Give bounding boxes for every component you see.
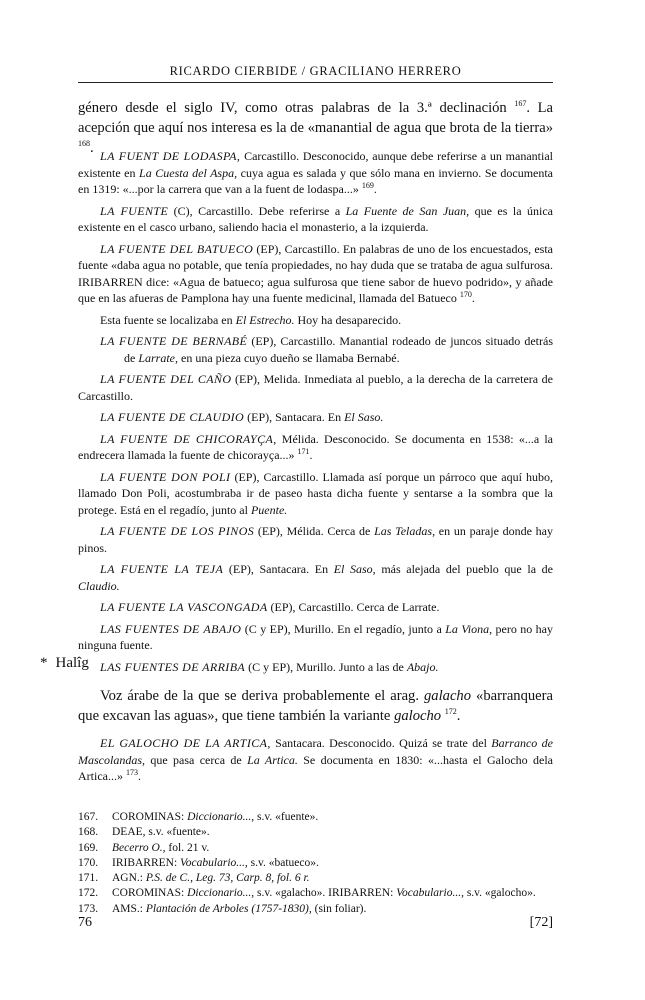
section-title: Halîg	[55, 655, 89, 671]
entry: LAS FUENTES DE ABAJO (C y EP), Murillo. En el regadío, junto a La Viona, pero no hay ninguna fuente.	[78, 621, 554, 652]
footnote	[78, 902, 553, 917]
footnotes	[78, 810, 553, 917]
footnote	[78, 871, 553, 886]
entry-name: LA FUENTE LA TEJA	[100, 562, 224, 576]
entry-name: LA FUENTE DON POLI	[100, 469, 231, 484]
entry-list-2	[78, 735, 553, 785]
footnote-number: 172.	[78, 887, 99, 900]
entry-name: LAS FUENTES DE ABAJO	[100, 621, 242, 636]
entry: LA FUENTE (C), Carcastillo. Debe referirse a La Fuente de San Juan, que es la única existente en el casco urbano, saliendo hacia el monasterio, a la izquierda.	[78, 203, 554, 234]
entry-name: LA FUENTE	[100, 203, 169, 218]
entry-name: LA FUENTE DE CLAUDIO	[100, 410, 245, 424]
entry: LA FUENTE DEL CAÑO (EP), Melida. Inmediata al pueblo, a la derecha de la carretera de Carcastillo.	[78, 372, 553, 403]
footnote-number: 168.	[78, 826, 99, 839]
entry-name: LA FUENTE DE LOS PINOS	[100, 524, 255, 538]
entry-name: LA FUENTE DEL CAÑO	[100, 372, 232, 386]
entry-name: LA FUENTE DE CHICORAYÇA,	[100, 431, 277, 446]
footnote	[78, 841, 553, 856]
footnote-text: AMS.: Plantación de Arboles (1757-1830), (sin foliar).	[112, 902, 367, 915]
entry-name: LA FUENT DE LODASPA,	[100, 149, 241, 163]
entry: LA FUENTE DE CHICORAYÇA, Mélida. Desconocido. Se documenta en 1538: «...a la endrecera llamada la fuente de chicorayça...» $^{171}$.	[78, 431, 553, 462]
footnote-number: 167.	[78, 811, 99, 823]
section-paragraph: Voz árabe de la que se deriva probablemente el arag. galacho «barranquera que excavan las aguas», que tiene también la variante galocho $^{172}$.	[78, 688, 554, 724]
footnote-text: AGN.: P.S. de C., Leg. 73, Carp. 8, fol. 6 r.	[112, 872, 310, 885]
entry-name: LA FUENTE DE BERNABÉ	[100, 334, 248, 348]
footnote	[78, 810, 553, 825]
entry: LA FUENTE DEL BATUECO (EP), Carcastillo. En palabras de uno de los encuestados, esta fuente «daba agua no potable, que tenía propiedades, no hay duda que se trataba de agua sulfurosa. IRIBARREN dice: «Agua de batueco; agua sulfurosa que tiene sabor de huevo podrido», y añade que en las afueras de Pamplona hay una fuente medicinal, llamada del Batueco $^{170}$.	[78, 241, 553, 305]
folio-number: [72]	[529, 915, 553, 930]
entry: LA FUENTE LA TEJA (EP), Santacara. En El Saso, más alejada del pueblo que la de Claudio.	[78, 562, 553, 593]
footnote-text: DEAE, s.v. «fuente».	[112, 826, 210, 839]
footnote-ref: 168	[78, 139, 90, 149]
entry-name: EL GALOCHO DE LA ARTICA,	[100, 736, 271, 750]
entry: EL GALOCHO DE LA ARTICA, Santacara. Desconocido. Quizá se trate del Barranco de Mascolandas, que pasa cerca de La Artica. Se documenta en 1830: «...hasta el Galocho dela Artica...» $^{173}$.	[78, 736, 553, 783]
footnote-text: COROMINAS: Diccionario..., s.v. «fuente».	[112, 811, 319, 823]
footnote-text: IRIBARREN: Vocabulario..., s.v. «batueco».	[112, 856, 319, 869]
entry: LA FUENTE DON POLI (EP), Carcastillo. Llamada así porque un párroco que aquí hubo, llamado Don Poli, acostumbraba ir de paseo hasta dicha fuente y sentarse a la sombra que la protege. Está en el regadío, junto al Puente.	[78, 469, 553, 517]
footnote	[78, 825, 553, 840]
footnote	[78, 886, 553, 901]
entry: LA FUENT DE LODASPA, Carcastillo. Desconocido, aunque debe referirse a un manantial existente en La Cuesta del Aspa, cuya agua es salada y que sólo mana en invierno. Se documenta en 1319: «...por la carrera que van a la fuent de lodaspa...» $^{169}$.	[78, 149, 554, 196]
footnote	[78, 856, 553, 871]
footnote-text: COROMINAS: Diccionario..., s.v. «galacho». IRIBARREN: Vocabulario..., s.v. «galocho».	[112, 887, 536, 900]
footnote-text: Becerro O., fol. 21 v.	[112, 841, 210, 854]
footnote-ref: 170	[459, 290, 472, 299]
footnote-ref: 172	[444, 707, 457, 717]
intro-paragraph: género desde el siglo IV, como otras palabras de la 3.ª declinación $^{167}$. La acepción que aquí nos interesa es la de «manantial de agua que brota de la tierra» $^{168}$.	[78, 99, 553, 156]
running-head: RICARDO CIERBIDE / GRACILIANO HERRERO	[78, 64, 553, 83]
footnote-ref: 171	[297, 447, 310, 456]
footnote-number: 169.	[78, 841, 99, 854]
footnote-ref: 169	[361, 181, 374, 190]
footnote-number: 170.	[78, 856, 99, 869]
entry: LAS FUENTES DE ARRIBA (C y EP), Murillo. Junto a las de Abajo.	[100, 659, 439, 674]
footnote-ref: 173	[125, 768, 138, 777]
entry: LA FUENTE LA VASCONGADA (EP), Carcastillo. Cerca de Larrate.	[100, 600, 440, 614]
entry-name: LA FUENTE LA VASCONGADA	[100, 600, 268, 614]
asterisk-marker: *	[40, 655, 48, 671]
entry: LA FUENTE DE BERNABÉ (EP), Carcastillo. Manantial rodeado de juncos situado detrás de Larrate, en una pieza cuyo dueño se llamaba Bernabé.	[100, 334, 553, 365]
footnote-number: 171.	[78, 872, 99, 885]
entry: LA FUENTE DE LOS PINOS (EP), Mélida. Cerca de Las Teladas, en un paraje donde hay pinos.	[78, 524, 553, 555]
entry-note: Esta fuente se localizaba en El Estrecho. Hoy ha desaparecido.	[100, 312, 402, 327]
page-number: 76	[78, 915, 92, 930]
footnote-number: 173.	[78, 902, 99, 915]
entry-name: LA FUENTE DEL BATUECO	[100, 241, 254, 256]
entry: LA FUENTE DE CLAUDIO (EP), Santacara. En El Saso.	[100, 410, 384, 424]
entry-list	[78, 148, 553, 680]
footnote-ref: 167	[514, 99, 527, 109]
section-heading	[40, 655, 89, 672]
entry-name: LAS FUENTES DE ARRIBA	[100, 659, 246, 674]
